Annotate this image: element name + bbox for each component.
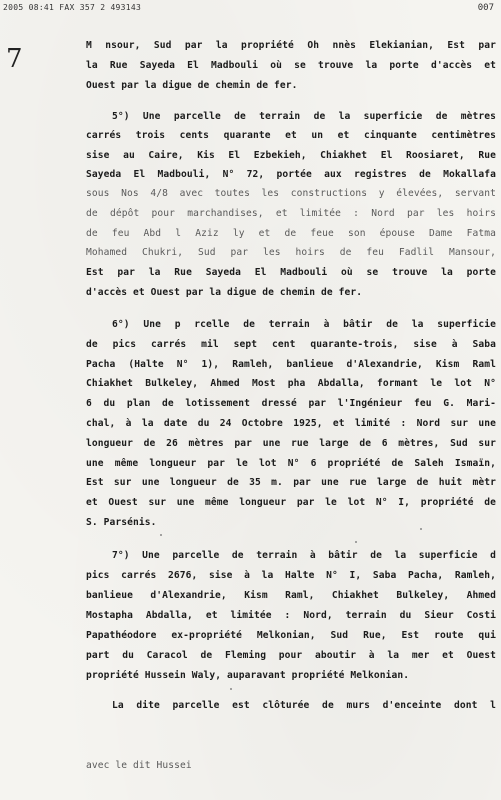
text-line: La dite parcelle est clôturée de murs d'enceinte dont l <box>112 700 496 711</box>
text-line: sous Nos 4/8 avec toutes les constructions y élevées, servant <box>86 188 496 199</box>
scan-speck <box>230 688 232 690</box>
text-line: Mostapha Abdalla, et limitée : Nord, terrain du Sieur Costi <box>86 610 496 621</box>
scan-speck <box>420 528 422 530</box>
text-line: Mohamed Chukri, Sud par les hoirs de feu Fadlil Mansour, <box>86 247 496 258</box>
scan-speck <box>355 541 357 543</box>
text-line: Est par la Rue Sayeda El Madbouli où se trouve la porte <box>86 267 496 278</box>
page-number: 007 <box>477 3 494 13</box>
fax-header: 2005 08:41 FAX 357 2 493143 <box>3 3 142 12</box>
text-line: Papathéodore ex-propriété Melkonian, Sud Rue, Est route qui <box>86 630 496 641</box>
scan-speck <box>160 534 162 536</box>
text-line: longueur de 26 mètres par une rue large de 6 mètres, Sud sur <box>86 438 496 449</box>
text-line: avec le dit Hussei <box>86 760 192 771</box>
text-line: de pics carrés mil sept cent quarante-trois, sise à Saba <box>86 339 496 350</box>
text-line: une même longueur par le lot N° 6 propriété de Saleh Ismaïn, <box>86 458 496 469</box>
text-line: 5°) Une parcelle de terrain de la superficie de mètres <box>112 111 496 122</box>
text-line: la Rue Sayeda El Madbouli où se trouve la porte d'accès et <box>86 60 496 71</box>
margin-mark: 7 <box>6 44 23 74</box>
text-line: carrés trois cents quarante et un et cinquante centimètres <box>86 130 496 141</box>
text-line: 6°) Une p rcelle de terrain à bâtir de la superficie <box>112 319 496 330</box>
text-line: 7°) Une parcelle de terrain à bâtir de la superficie d <box>112 550 496 561</box>
text-line: chal, à la date du 24 Octobre 1925, et limité : Nord sur une <box>86 418 496 429</box>
text-line: sise au Caire, Kis El Ezbekieh, Chiakhet El Roosiaret, Rue <box>86 150 496 161</box>
text-line: Sayeda El Madbouli, N° 72, portée aux registres de Mokallafa <box>86 169 496 180</box>
text-line: pics carrés 2676, sise à la Halte N° I, Saba Pacha, Ramleh, <box>86 570 496 581</box>
text-line: Chiakhet Bulkeley, Ahmed Most pha Abdalla, formant le lot N° <box>86 378 496 389</box>
text-line: M nsour, Sud par la propriété Oh nnès Elekianian, Est par <box>86 40 496 51</box>
text-line: 6 du plan de lotissement dressé par l'Ingénieur feu G. Mari- <box>86 398 496 409</box>
text-line: Ouest par la digue de chemin de fer. <box>86 80 298 91</box>
text-line: d'accès et Ouest par la digue de chemin de fer. <box>86 287 363 298</box>
text-line: Pacha (Halte N° 1), Ramleh, banlieue d'Alexandrie, Kism Raml <box>86 359 496 370</box>
text-line: banlieue d'Alexandrie, Kism Raml, Chiakhet Bulkeley, Ahmed <box>86 590 496 601</box>
text-line: de dépôt pour marchandises, et limitée : Nord par les hoirs <box>86 208 496 219</box>
text-line: et Ouest sur une même longueur par le lot N° I, propriété de <box>86 497 496 508</box>
text-line: Est sur une longueur de 35 m. par une rue large de huit mètr <box>86 477 496 488</box>
text-line: S. Parsénis. <box>86 517 157 528</box>
text-line: part du Caracol de Fleming pour aboutir à la mer et Ouest <box>86 650 496 661</box>
text-line: propriété Hussein Waly, auparavant propriété Melkonian. <box>86 670 410 681</box>
text-line: de feu Abd l Aziz ly et de feue son épouse Dame Fatma <box>86 228 496 239</box>
